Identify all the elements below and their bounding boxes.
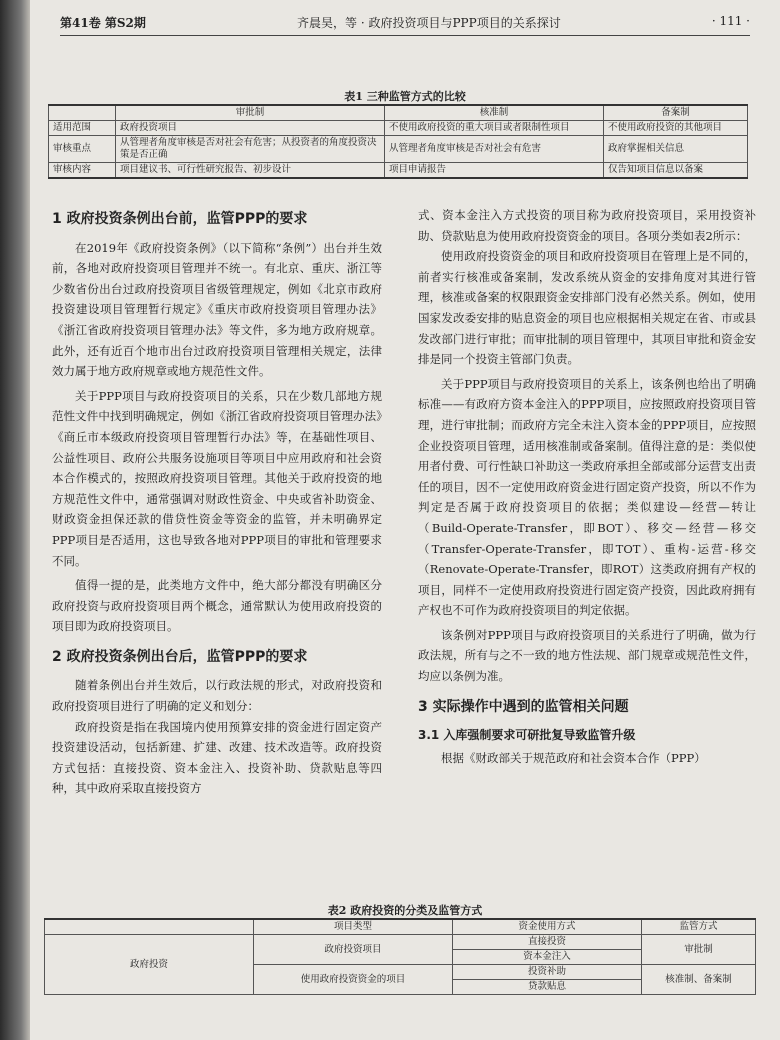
table-cell	[49, 105, 116, 121]
paragraph: 值得一提的是，此类地方文件中，绝大部分都没有明确区分政府投资与政府投资项目两个概念，通常默认为使用政府投资的项目即为政府投资项目。	[52, 578, 382, 634]
table-row	[49, 105, 748, 121]
table-cell: 审批制	[116, 105, 385, 121]
table-row	[49, 163, 748, 179]
paragraph: 在2019年《政府投资条例》（以下简称“条例”）出台并生效前，各地对政府投资项目管理并不统一。有北京、重庆、浙江等少数省份出台过政府投资项目省级管理规定，例如《北京市政府投资建设项目管理暂行规定》《重庆市政府投资项目管理办法》《浙江省政府投资项目管理办法》等文件，多为地方政府规章。此外，还有近百个地市出台过政府投资项目管理相关规定，法律效力属于地方政府规章或地方规范性文件。	[52, 240, 382, 379]
table-cell: 项目申请报告	[385, 163, 604, 179]
paragraph: 式、资本金注入方式投资的项目称为政府投资项目，采用投资补助、贷款贴息为使用政府投资资金的项目。各项分类如表2所示：	[418, 208, 756, 243]
table-cell: 仅告知项目信息以备案	[604, 163, 748, 179]
table-cell: 不使用政府投资的重大项目或者限制性项目	[385, 121, 604, 136]
issue-info: 第41卷 第S2期	[60, 16, 146, 30]
subsection-heading: 3.1 入库强制要求可研批复导致监管升级	[418, 728, 636, 743]
table-cell: 政府投资	[45, 935, 254, 995]
table-cell: 资金使用方式	[453, 919, 642, 935]
table-cell: 政府投资项目	[116, 121, 385, 136]
book-spine	[0, 0, 30, 1040]
table-cell: 不使用政府投资的其他项目	[604, 121, 748, 136]
journal-page	[30, 0, 780, 1040]
section-2-heading: 2 政府投资条例出台后，监管PPP的要求	[52, 648, 308, 665]
table2-caption: 表2 政府投资的分类及监管方式	[327, 904, 483, 917]
table1-caption: 表1 三种监管方式的比较	[344, 90, 466, 103]
table-cell: 核准制、备案制	[642, 965, 756, 995]
table-row	[45, 935, 756, 950]
table1	[48, 104, 748, 179]
right-column	[418, 205, 756, 768]
table-cell: 项目类型	[254, 919, 453, 935]
table-cell: 从管理者角度审核是否对社会有危害；从投资者的角度投资决策是否正确	[116, 136, 385, 163]
table-cell: 核准制	[385, 105, 604, 121]
table-cell: 投资补助	[453, 965, 642, 980]
table-cell: 直接投资	[453, 935, 642, 950]
table-cell: 适用范围	[49, 121, 116, 136]
table-cell: 审核内容	[49, 163, 116, 179]
page-number: · 111 ·	[711, 14, 750, 28]
table-row	[49, 136, 748, 163]
paragraph: 随着条例出台并生效后，以行政法规的形式，对政府投资和政府投资项目进行了明确的定义和划分：	[52, 678, 382, 714]
section-1-heading: 1 政府投资条例出台前，监管PPP的要求	[52, 211, 308, 227]
table-cell: 政府投资项目	[254, 935, 453, 965]
table-cell: 政府掌握相关信息	[604, 136, 748, 163]
running-header	[60, 14, 750, 36]
section-3-heading: 3 实际操作中遇到的监管相关问题	[418, 698, 629, 715]
table-cell: 贷款贴息	[453, 980, 642, 995]
paragraph: 使用政府投资资金的项目和政府投资项目在管理上是不同的，前者实行核准或备案制，发改系统从资金的安排角度对其进行管理，核准或备案的权限跟资金安排部门没有必然关系。例如，使用国家发改委安排的贴息资金的项目也应根据相关规定在省、市或县发改部门进行审批；而审批制的项目管理中，其项目审批和资金安排是同一个投资主管部门负责。	[418, 249, 756, 367]
table-cell: 备案制	[604, 105, 748, 121]
table-cell: 审核重点	[49, 136, 116, 163]
table-cell	[45, 919, 254, 935]
left-column	[52, 205, 382, 799]
table-cell: 从管理者角度审核是否对社会有危害	[385, 136, 604, 163]
paragraph: 关于PPP项目与政府投资项目的关系上，该条例也给出了明确标准——有政府方资本金注入的PPP项目，应按照政府投资项目管理，进行审批制；而政府方完全未注入资本金的PPP项目，应按照企业投资项目管理，适用核准制或备案制。值得注意的是：类似使用者付费、可行性缺口补助这一类政府承担全部或部分运营支出责任的项目，因不一定使用政府资金进行固定资产投资，所以不作为判定是否属于政府投资项目的依据；类似建设—经营—转让（Build-Operate-Transfer，即BOT）、移交—经营—移交（Transfer-Operate-Transfer，即TOT）、重构-运营-移交（Renovate-Operate-Transfer，即ROT）这类政府拥有产权的项目，同样不一定使用政府投资进行固定资产投资，因此政府拥有产权也不可作为政府投资项目的判定依据。	[418, 376, 756, 618]
table-cell: 审批制	[642, 935, 756, 965]
article-title: 齐晨昊，等 · 政府投资项目与PPP项目的关系探讨	[297, 16, 561, 30]
table-cell: 使用政府投资资金的项目	[254, 965, 453, 995]
table-cell: 监管方式	[642, 919, 756, 935]
paragraph: 政府投资是指在我国境内使用预算安排的资金进行固定资产投资建设活动，包括新建、扩建、改建、技术改造等。政府投资方式包括：直接投资、资本金注入、投资补助、贷款贴息等四种，其中政府采取直接投资方	[52, 719, 382, 796]
paragraph: 关于PPP项目与政府投资项目的关系，只在少数几部地方规范性文件中找到明确规定，例如《浙江省政府投资项目管理办法》《商丘市本级政府投资项目管理暂行办法》等，在基础性项目、公益性项目、政府公共服务设施项目等项目中应用政府和社会资本合作模式的，按照政府投资项目管理。其他关于政府投资的地方规范性文件中，通常强调对财政性资金、中央或省补助资金、财政资金担保还款的借贷性资金等资金的监管，并未明确界定PPP项目是否适用，这也导致各地对PPP项目的审批和管理要求不同。	[52, 388, 382, 568]
table-row	[49, 121, 748, 136]
table-cell: 资本金注入	[453, 950, 642, 965]
table-cell: 项目建议书、可行性研究报告、初步设计	[116, 163, 385, 179]
paragraph: 该条例对PPP项目与政府投资项目的关系进行了明确，做为行政法规，所有与之不一致的地方性法规、部门规章或规范性文件，均应以条例为准。	[418, 627, 756, 684]
table2	[44, 918, 756, 995]
table-row	[45, 919, 756, 935]
paragraph: 根据《财政部关于规范政府和社会资本合作（PPP）	[441, 750, 706, 765]
